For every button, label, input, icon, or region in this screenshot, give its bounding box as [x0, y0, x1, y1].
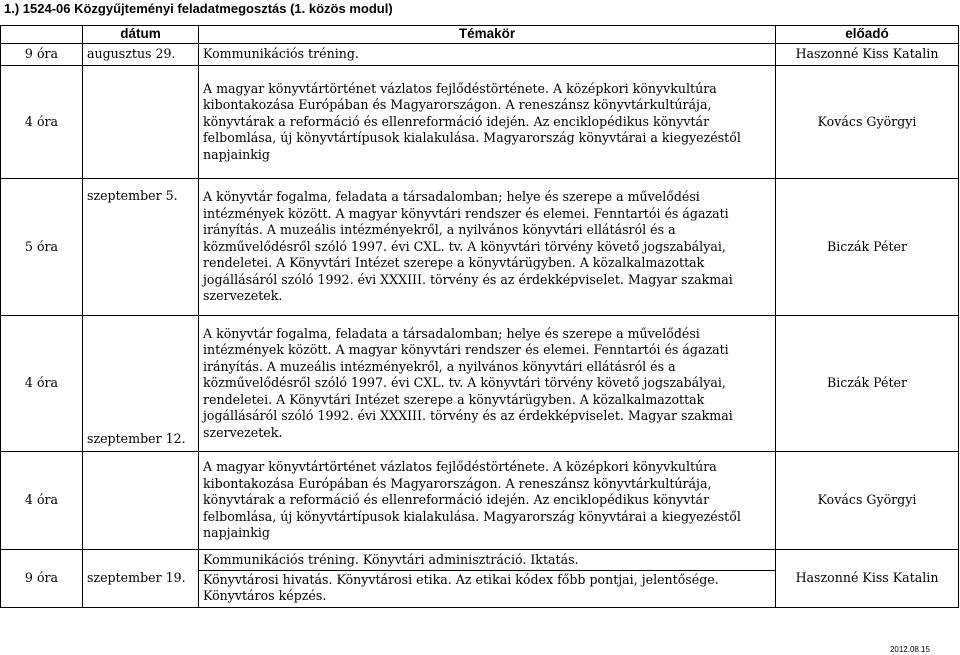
table-row	[1, 452, 959, 550]
row-topic: A könyvtár fogalma, feladata a társadalomban; helye és szerepe a művelődési intézmények között. A magyar könyvtári rendszer és elemei. Fenntartói és ágazati irányítás. A muzeális intézményekről, a nyilvános könyvtári ellátásról és a közművelődésről szóló 1997. évi CXL. tv. A könyvtári törvény követő jogszabályai, rendeletei. A Könyvtári Intézet szerepe a könyvtárügyben. A közalkalmazottak jogállásáról szóló 1992. évi XXXIII. törvény és az érdekképviselet. Magyar szakmai szervezetek.	[199, 179, 776, 316]
row-date	[83, 452, 199, 550]
topic-line: Könyvtárosi hivatás. Könyvtárosi etika. Az etikai kódex főbb pontjai, jelentősége. Könyvtáros képzés.	[203, 571, 719, 603]
footer-date: 2012.08.15	[889, 645, 930, 654]
table-row	[1, 316, 959, 452]
header-time	[1, 26, 83, 44]
topic-line: Kommunikációs tréning. Könyvtári adminisztráció. Iktatás.	[199, 550, 775, 571]
row-time: 4 óra	[1, 452, 83, 550]
row-date: szeptember 5.	[83, 179, 199, 316]
row-lecturer: Biczák Péter	[776, 179, 959, 316]
row-topic: A magyar könyvtártörténet vázlatos fejlődéstörténete. A középkori könyvkultúra kibontakozása Európában és Magyarországon. A reneszánsz könyvtárkultúrája, könyvtárak a reformáció és ellenreformáció idején. Az enciklopédikus könyvtár felbomlása, új könyvtártípusok kialakulása. Magyarország könyvtárai a kiegyezéstől napjainkig	[199, 66, 776, 179]
row-lecturer: Haszonné Kiss Katalin	[776, 44, 959, 66]
row-date: szeptember 19.	[83, 550, 199, 608]
table-row	[1, 66, 959, 179]
table-row	[1, 44, 959, 66]
table-header-row	[1, 26, 959, 44]
table-row	[1, 179, 959, 316]
row-time: 4 óra	[1, 66, 83, 179]
row-date	[83, 66, 199, 179]
page-title: 1.) 1524-06 Közgyűjteményi feladatmegosztás (1. közös modul)	[4, 1, 393, 16]
row-time: 9 óra	[1, 550, 83, 608]
row-lecturer: Kovács Györgyi	[776, 452, 959, 550]
row-time: 5 óra	[1, 179, 83, 316]
header-date: dátum	[83, 26, 199, 44]
schedule-table	[0, 25, 959, 608]
row-topic: Kommunikációs tréning.	[199, 44, 776, 66]
row-lecturer: Biczák Péter	[776, 316, 959, 452]
row-time: 4 óra	[1, 316, 83, 452]
row-date: augusztus 29.	[83, 44, 199, 66]
row-date: szeptember 12.	[83, 316, 199, 452]
row-topic: A magyar könyvtártörténet vázlatos fejlődéstörténete. A középkori könyvkultúra kibontakozása Európában és Magyarországon. A reneszánsz könyvtárkultúrája, könyvtárak a reformáció és ellenreformáció idején. Az enciklopédikus könyvtár felbomlása, új könyvtártípusok kialakulása. Magyarország könyvtárai a kiegyezéstől napjainkig	[199, 452, 776, 550]
row-topic	[199, 550, 776, 608]
header-topic: Témakör	[199, 26, 776, 44]
header-lecturer: előadó	[776, 26, 959, 44]
row-time: 9 óra	[1, 44, 83, 66]
row-topic: A könyvtár fogalma, feladata a társadalomban; helye és szerepe a művelődési intézmények között. A magyar könyvtári rendszer és elemei. Fenntartói és ágazati irányítás. A muzeális intézményekről, a nyilvános könyvtári ellátásról és a közművelődésről szóló 1997. évi CXL. tv. A könyvtári törvény követő jogszabályai, rendeletei. A Könyvtári Intézet szerepe a könyvtárügyben. A közalkalmazottak jogállásáról szóló 1992. évi XXXIII. törvény és az érdekképviselet. Magyar szakmai szervezetek.	[199, 316, 776, 452]
row-lecturer: Haszonné Kiss Katalin	[776, 550, 959, 608]
row-lecturer: Kovács Györgyi	[776, 66, 959, 179]
table-row	[1, 550, 959, 608]
